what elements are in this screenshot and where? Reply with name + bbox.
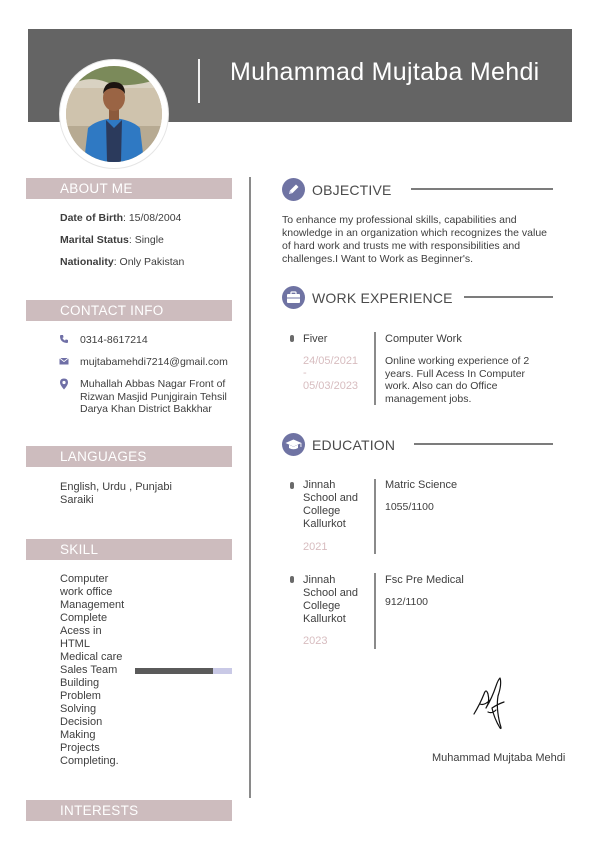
- edu-degree: Fsc Pre Medical: [385, 574, 464, 586]
- edu-marks: 1055/1100: [385, 501, 434, 513]
- column-divider: [249, 177, 251, 798]
- pencil-icon: [282, 178, 305, 201]
- edu-school-line: School and: [303, 587, 359, 599]
- skill-line: Complete: [60, 612, 108, 624]
- marital-label: Marital Status: [60, 234, 129, 246]
- location-pin-icon: [58, 378, 70, 390]
- skill-heading: SKILL: [26, 539, 232, 560]
- header-divider: [198, 59, 200, 103]
- phone-value: 0314-8617214: [80, 334, 148, 346]
- skill-line: Completing.: [60, 755, 119, 767]
- work-desc-line: Online working experience of 2: [385, 355, 530, 367]
- objective-heading: OBJECTIVE: [312, 182, 392, 198]
- edu-school-line: College: [303, 600, 341, 612]
- languages-line-1: English, Urdu , Punjabi: [60, 481, 172, 493]
- skill-line: Decision: [60, 716, 103, 728]
- edu-year: 2023: [303, 635, 328, 647]
- email-icon: [58, 356, 70, 368]
- edu-school-line: College: [303, 505, 341, 517]
- languages-heading: LANGUAGES: [26, 446, 232, 467]
- person-photo-illustration: [66, 66, 162, 162]
- work-desc-line: management jobs.: [385, 392, 472, 405]
- work-desc-line: work. Also can do Office: [385, 380, 498, 392]
- work-title: Computer Work: [385, 333, 462, 345]
- skill-line: Acess in: [60, 625, 102, 637]
- work-date-end: 05/03/2023: [303, 380, 359, 392]
- edu-school-line: Kallurkot: [303, 613, 346, 625]
- skill-line: Management: [60, 599, 125, 611]
- objective-text: [282, 214, 574, 266]
- edu-marks: 912/1100: [385, 596, 429, 608]
- skill-line: Building: [60, 677, 100, 689]
- edu-divider: [374, 573, 376, 649]
- edu-divider: [374, 479, 376, 554]
- edu-year: 2021: [303, 541, 328, 553]
- objective-line: knowledge in an organization which recognizes the value: [282, 227, 548, 239]
- work-date-start: 24/05/2021: [303, 355, 359, 367]
- objective-rule: [411, 188, 553, 190]
- education-rule: [414, 443, 553, 445]
- nationality-label: Nationality: [60, 256, 114, 268]
- work-divider: [374, 332, 376, 405]
- phone-icon: [58, 334, 70, 346]
- languages-line-2: Saraiki: [60, 494, 94, 506]
- address-line-3: Darya Khan District Bakkhar: [80, 403, 212, 415]
- signature-name: Muhammad Mujtaba Mehdi: [432, 752, 566, 764]
- edu-school-line: Jinnah: [303, 479, 336, 491]
- objective-line: of hard work and trusts me with responsibilities and: [282, 240, 521, 252]
- marital-value: : Single: [128, 234, 164, 246]
- edu-degree: Matric Science: [385, 479, 458, 491]
- skill-line: HTML: [60, 638, 90, 650]
- work-company: Fiver: [303, 333, 328, 345]
- dob-value: : 15/08/2004: [123, 212, 182, 224]
- timeline-dot: [290, 482, 294, 489]
- edu-school-line: Kallurkot: [303, 518, 346, 530]
- edu-school-line: Jinnah: [303, 574, 336, 586]
- dob-row: [60, 212, 181, 225]
- address-line-2: Rizwan Masjid Punjgirain Tehsil: [80, 390, 227, 403]
- skill-line: Sales Team: [60, 664, 118, 676]
- objective-line: challenges.I Want to Work as Beginner's.: [282, 253, 474, 265]
- timeline-dot: [290, 576, 294, 583]
- skill-line: Solving: [60, 703, 97, 715]
- graduation-cap-icon: [282, 433, 305, 456]
- profile-photo: [66, 66, 162, 162]
- signature-image: [470, 674, 514, 732]
- header-name: Muhammad Mujtaba Mehdi: [230, 58, 540, 86]
- skill-line: Problem: [60, 690, 101, 702]
- skill-line: work office: [60, 586, 113, 598]
- nationality-value: : Only Pakistan: [113, 256, 185, 268]
- interests-heading: INTERESTS: [26, 800, 232, 821]
- email-value[interactable]: mujtabamehdi7214@gmail.com: [80, 356, 228, 368]
- contact-heading: CONTACT INFO: [26, 300, 232, 321]
- skill-level-fill: [135, 668, 213, 674]
- work-date-sep: -: [303, 367, 307, 379]
- about-heading: ABOUT ME: [26, 178, 232, 199]
- education-heading: EDUCATION: [312, 437, 396, 453]
- skill-line: Medical care: [60, 651, 123, 663]
- skill-line: Computer: [60, 573, 109, 585]
- work-desc-line: years. Full Acess In Computer: [385, 367, 526, 380]
- skill-level-bar: [135, 668, 232, 674]
- objective-line: To enhance my professional skills, capabilities and: [282, 214, 517, 226]
- skill-line: Making: [60, 729, 96, 741]
- work-heading: WORK EXPERIENCE: [312, 290, 453, 306]
- nationality-row: [60, 256, 184, 269]
- timeline-dot: [290, 335, 294, 342]
- work-rule: [464, 296, 553, 298]
- edu-school-line: School and: [303, 492, 359, 504]
- marital-row: [60, 234, 164, 247]
- briefcase-icon: [282, 286, 305, 309]
- dob-label: Date of Birth: [60, 212, 123, 224]
- skill-line: Projects: [60, 742, 100, 754]
- address-line-1: Muhallah Abbas Nagar Front of: [80, 378, 226, 390]
